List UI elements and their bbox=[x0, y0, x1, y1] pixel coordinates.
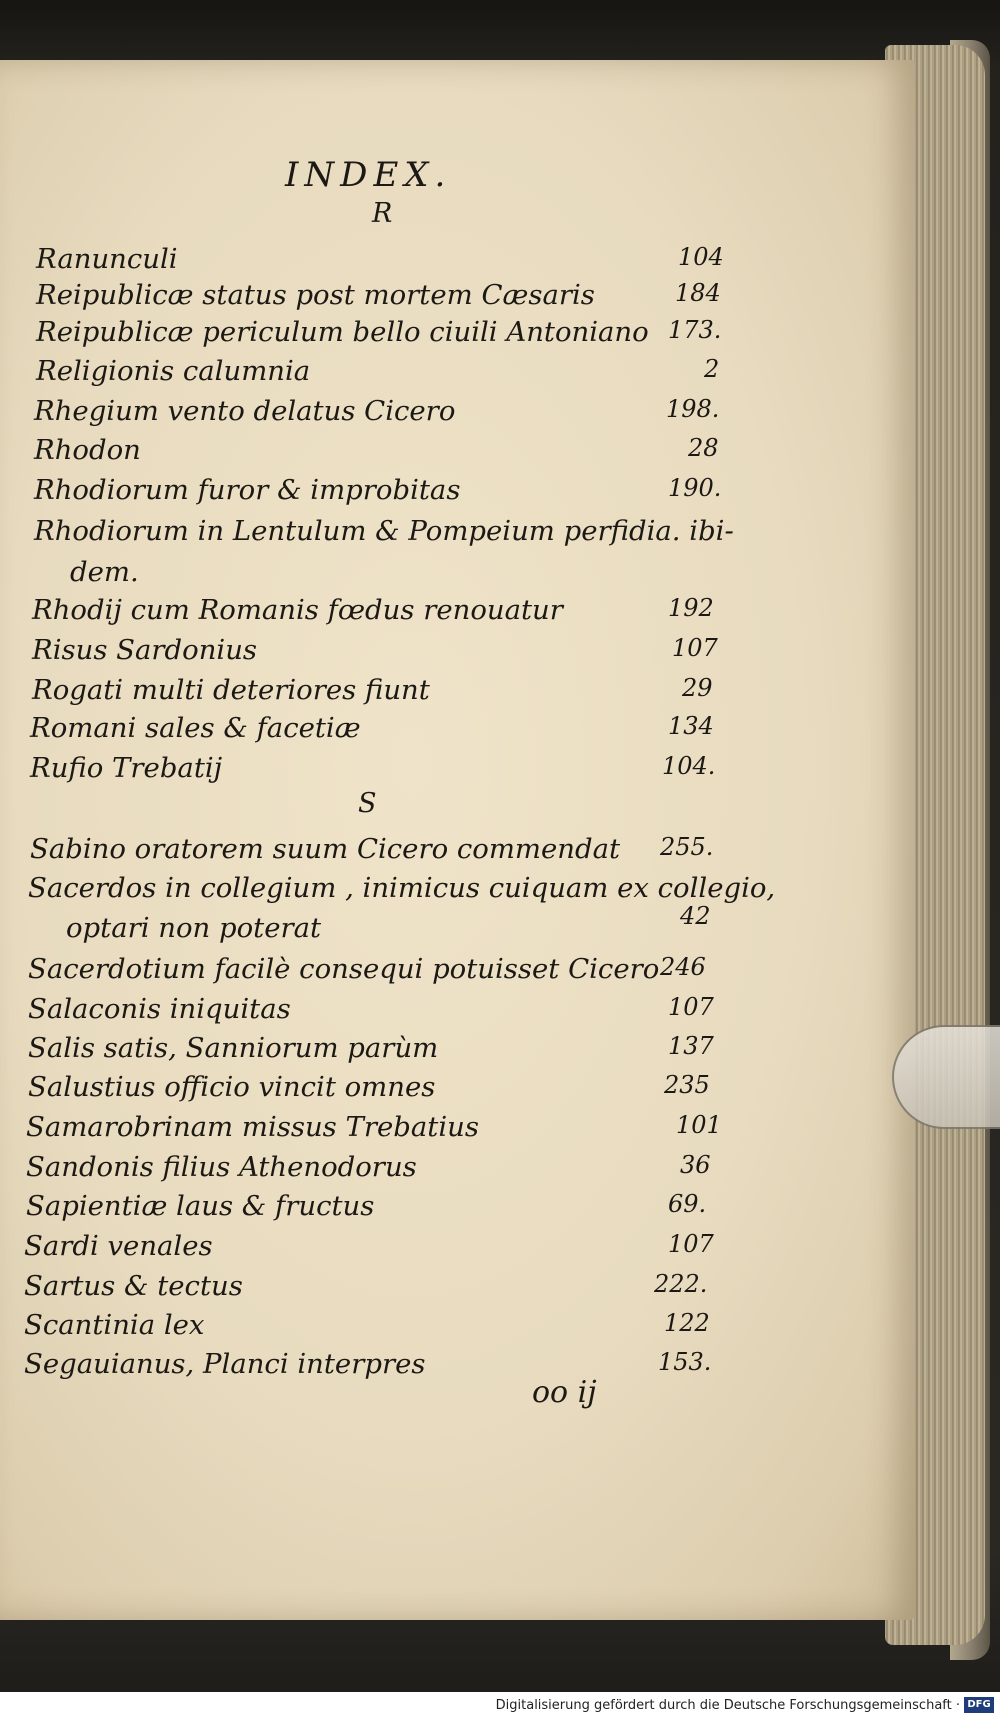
entry-text: Rhodiorum in Lentulum & Pompeium perfidia. ibi- bbox=[34, 515, 734, 547]
entry-text: Rogati multi deteriores fiunt bbox=[32, 674, 430, 706]
entry-text: Romani sales & facetiæ bbox=[30, 712, 361, 744]
entry-page: 192 bbox=[668, 594, 714, 622]
entry-page: 184 bbox=[675, 279, 721, 307]
entry-text: Sabino oratorem suum Cicero commendat bbox=[30, 833, 621, 865]
entry-text: Scantinia lex bbox=[24, 1309, 205, 1341]
entry-text: Religionis calumnia bbox=[36, 355, 311, 387]
entry-page: 28 bbox=[688, 434, 719, 462]
entry-text: Rhodij cum Romanis fœdus renouatur bbox=[32, 594, 563, 626]
entry-page: 101 bbox=[676, 1111, 722, 1139]
entry-page: 255. bbox=[660, 833, 714, 861]
entry-page: 173. bbox=[668, 316, 722, 344]
entry-page: 137 bbox=[668, 1032, 714, 1060]
entry-page: 2 bbox=[704, 355, 720, 383]
entry-text: Reipublicæ status post mortem Cæsaris bbox=[36, 279, 595, 311]
section-letter-r: R bbox=[372, 198, 393, 229]
entry-page: 69. bbox=[668, 1190, 707, 1218]
entry-page: 107 bbox=[668, 993, 714, 1021]
entry-page: 42 bbox=[680, 902, 711, 930]
entry-page: 134 bbox=[668, 712, 714, 740]
entry-continuation: optari non poterat bbox=[66, 912, 322, 944]
entry-text: Rufio Trebatij bbox=[30, 752, 223, 784]
entry-page: 29 bbox=[682, 674, 713, 702]
entry-text: Rhodiorum furor & improbitas bbox=[34, 474, 461, 506]
entry-text: Reipublicæ periculum bello ciuili Antoniano bbox=[36, 316, 649, 348]
entry-text: Sacerdos in collegium , inimicus cuiquam ex collegio, bbox=[28, 872, 776, 904]
entry-text: Sardi venales bbox=[24, 1230, 213, 1262]
signature-mark: oo ij bbox=[532, 1375, 597, 1410]
entry-page: 104. bbox=[662, 752, 716, 780]
entry-page: 190. bbox=[668, 474, 722, 502]
entry-text: Sacerdotium facilè consequi potuisset Cicero bbox=[28, 953, 660, 985]
entry-page: 107 bbox=[668, 1230, 714, 1258]
entry-text: Risus Sardonius bbox=[32, 634, 258, 666]
entry-page: 107 bbox=[672, 634, 718, 662]
entry-page: 222. bbox=[654, 1270, 708, 1298]
entry-page: 235 bbox=[664, 1071, 710, 1099]
footer-credit: Digitalisierung gefördert durch die Deutsche Forschungsgemeinschaft · bbox=[495, 1698, 960, 1713]
entry-text: Salustius officio vincit omnes bbox=[28, 1071, 436, 1103]
entry-text: Sartus & tectus bbox=[24, 1270, 243, 1302]
entry-text: Salaconis iniquitas bbox=[28, 993, 291, 1025]
dfg-logo: DFG bbox=[964, 1697, 994, 1713]
entry-page: 198. bbox=[666, 395, 720, 423]
entry-text: Salis satis, Sanniorum parùm bbox=[28, 1032, 439, 1064]
entry-text: Rhegium vento delatus Cicero bbox=[34, 395, 456, 427]
entry-page: 104 bbox=[678, 243, 724, 271]
entry-page: 36 bbox=[680, 1151, 711, 1179]
entry-text: Segauianus, Planci interpres bbox=[24, 1348, 426, 1380]
entry-page: 246 bbox=[660, 953, 706, 981]
entry-text: Sapientiæ laus & fructus bbox=[26, 1190, 375, 1222]
entry-continuation: dem. bbox=[70, 556, 139, 588]
entry-text: Samarobrinam missus Trebatius bbox=[26, 1111, 479, 1143]
entry-text: Sandonis filius Athenodorus bbox=[26, 1151, 417, 1183]
index-title: INDEX. bbox=[285, 155, 452, 195]
entry-page: 122 bbox=[664, 1309, 710, 1337]
section-letter-s: S bbox=[358, 788, 377, 819]
page-clip bbox=[892, 1025, 1000, 1129]
entry-text: Rhodon bbox=[34, 434, 141, 466]
entry-page: 153. bbox=[658, 1348, 712, 1376]
entry-text: Ranunculi bbox=[36, 243, 178, 275]
